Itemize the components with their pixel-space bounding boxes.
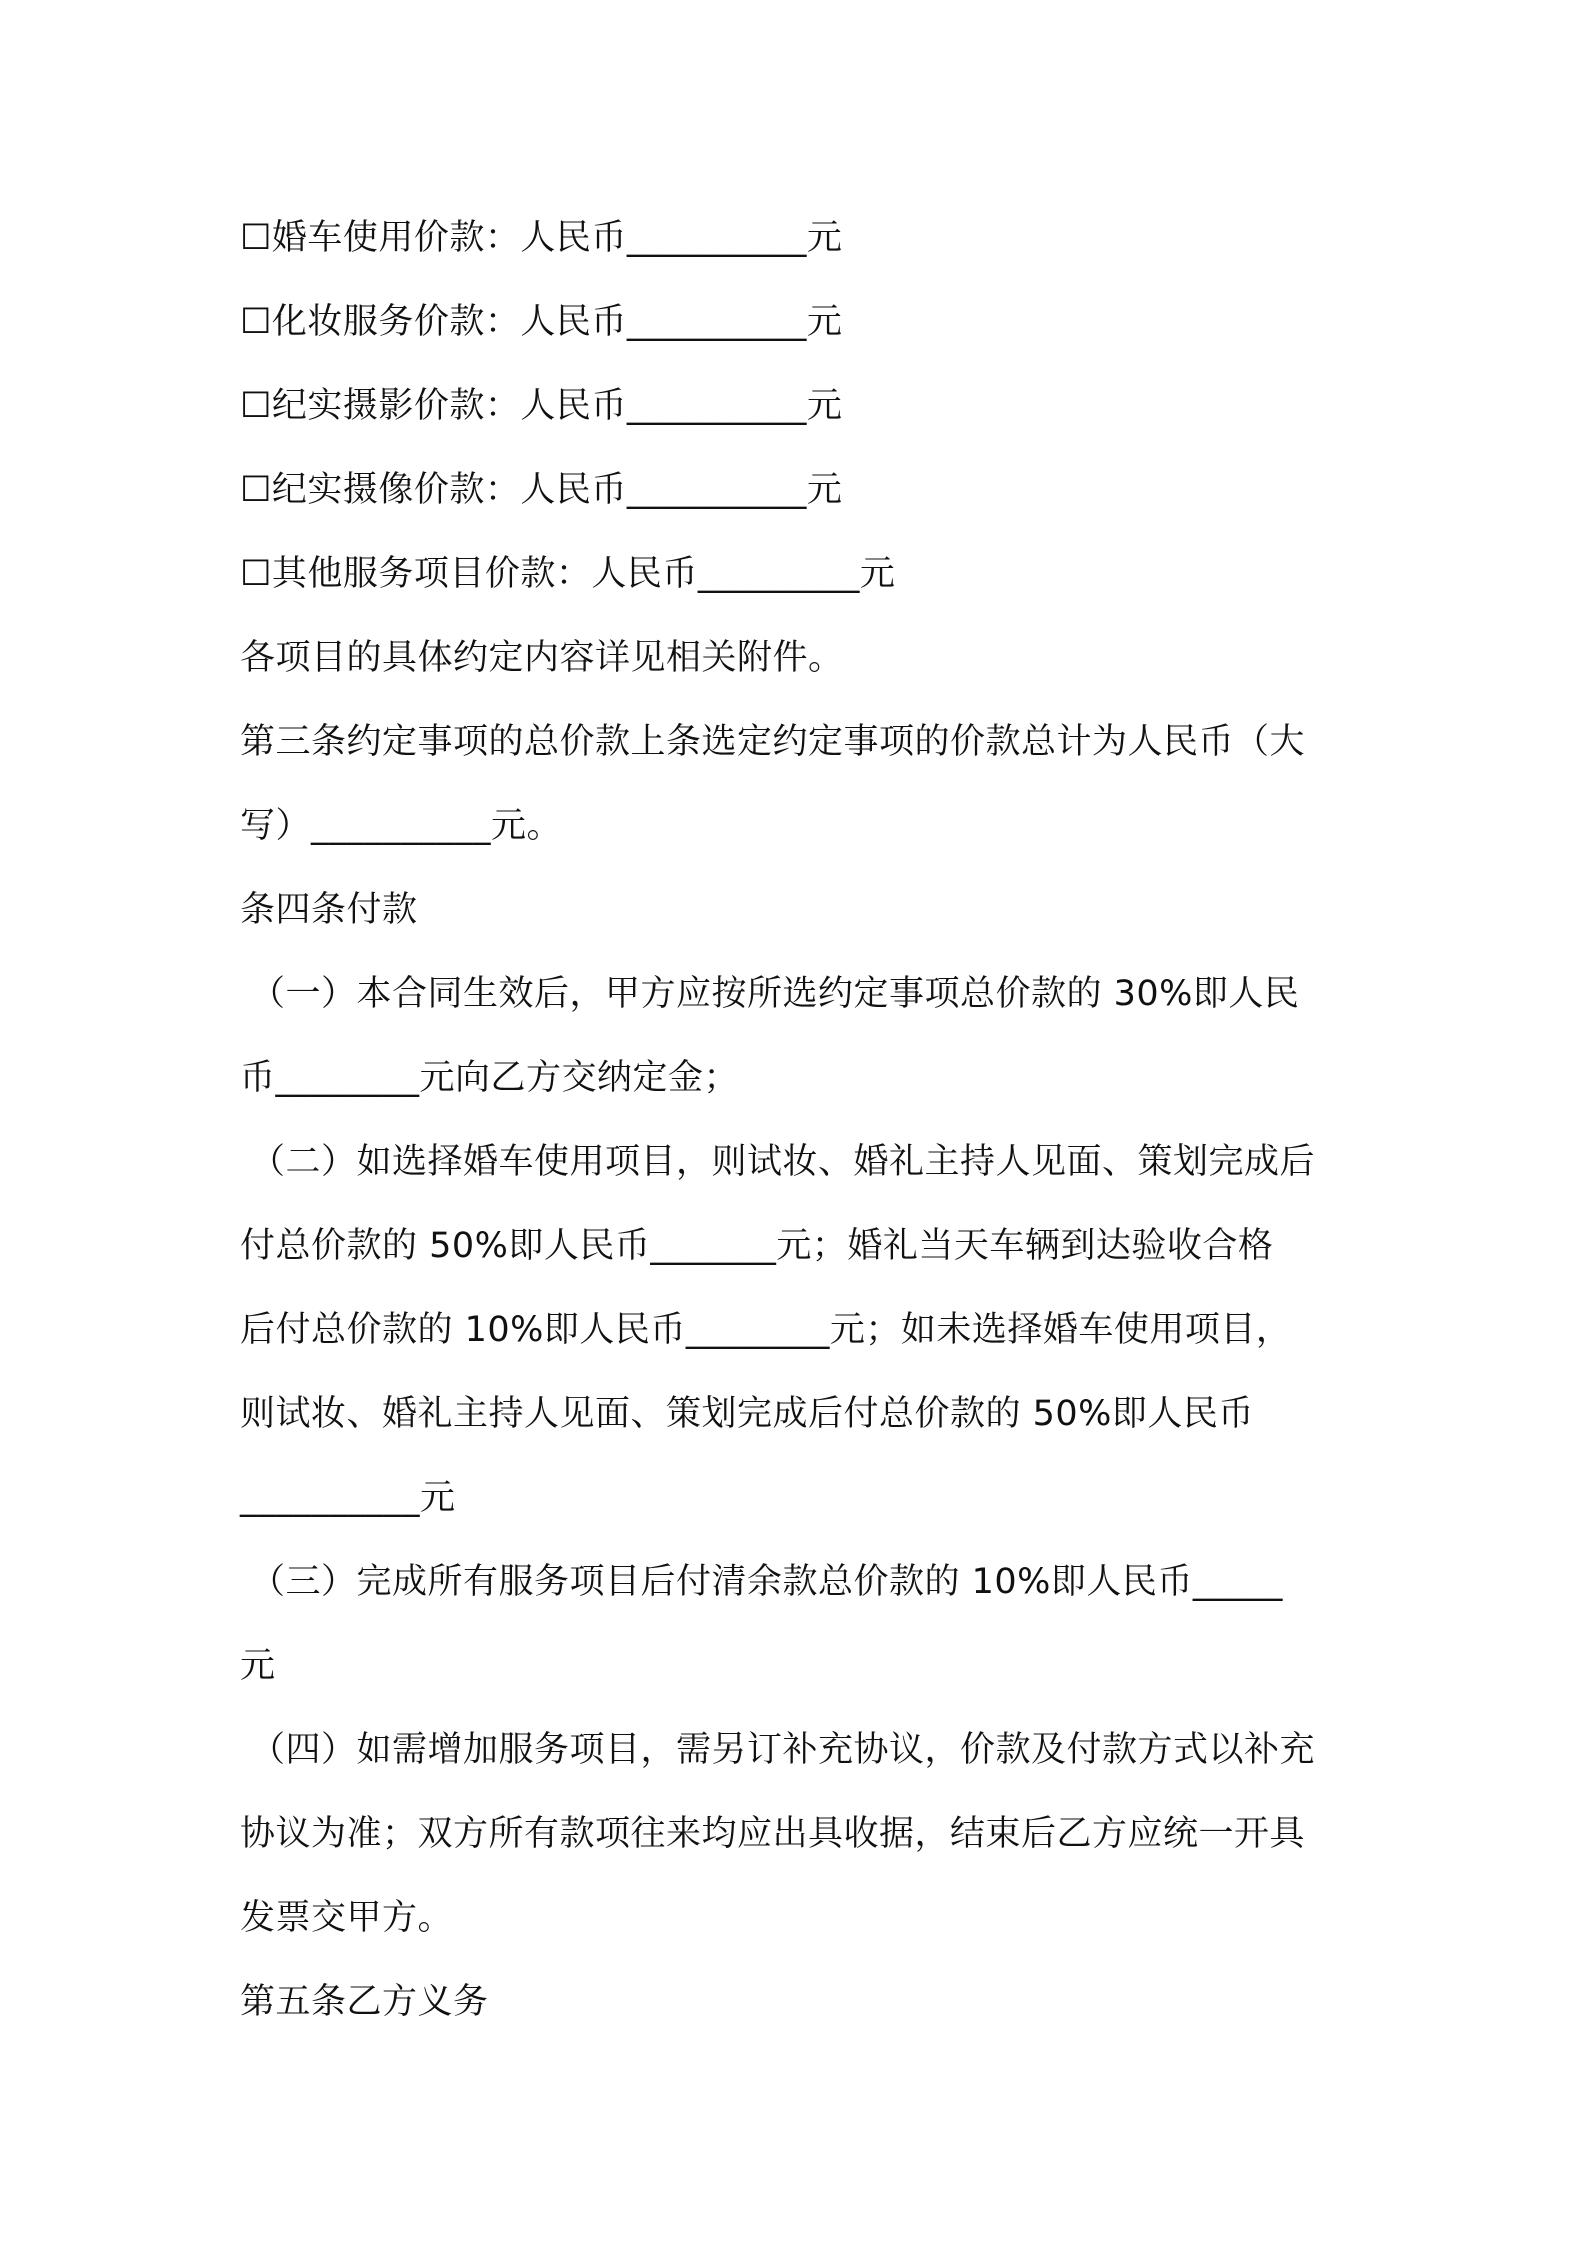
clause-1-line-2: 币________元向乙方交纳定金； (240, 1058, 740, 1098)
clause-4-line-3: 发票交甲方。 (240, 1898, 454, 1938)
price-item-makeup: ☐化妆服务价款：人民币__________元 (240, 302, 843, 342)
price-item-other-services: ☐其他服务项目价款：人民币_________元 (240, 554, 896, 594)
price-item-videography: ☐纪实摄像价款：人民币__________元 (240, 470, 843, 510)
article-5-heading: 第五条乙方义务 (240, 1982, 489, 2022)
clause-3-line-1: （三）完成所有服务项目后付清余款总价款的 10%即人民币_____ (250, 1562, 1283, 1602)
article-3-line-2: 写）__________元。 (240, 806, 563, 846)
article-4-heading: 条四条付款 (240, 890, 418, 930)
clause-3-line-2: 元 (240, 1646, 276, 1686)
clause-2-line-5: __________元 (240, 1478, 456, 1518)
attachment-note: 各项目的具体约定内容详见相关附件。 (240, 638, 844, 678)
clause-2-line-4: 则试妆、婚礼主持人见面、策划完成后付总价款的 50%即人民币 (240, 1394, 1254, 1434)
clause-4-line-2: 协议为准；双方所有款项往来均应出具收据，结束后乙方应统一开具 (240, 1814, 1306, 1854)
clause-2-line-1: （二）如选择婚车使用项目，则试妆、婚礼主持人见面、策划完成后 (250, 1142, 1316, 1182)
document-page (240, 196, 1360, 2044)
clause-2-line-3: 后付总价款的 10%即人民币________元；如未选择婚车使用项目， (240, 1310, 1292, 1350)
price-item-photography: ☐纪实摄影价款：人民币__________元 (240, 386, 843, 426)
clause-4-line-1: （四）如需增加服务项目，需另订补充协议，价款及付款方式以补充 (250, 1730, 1316, 1770)
price-item-wedding-car: ☐婚车使用价款：人民币__________元 (240, 218, 843, 258)
clause-2-line-2: 付总价款的 50%即人民币_______元；婚礼当天车辆到达验收合格 (240, 1226, 1274, 1266)
article-3-line-1: 第三条约定事项的总价款上条选定约定事项的价款总计为人民币（大 (240, 722, 1306, 762)
clause-1-line-1: （一）本合同生效后，甲方应按所选约定事项总价款的 30%即人民 (250, 974, 1300, 1014)
